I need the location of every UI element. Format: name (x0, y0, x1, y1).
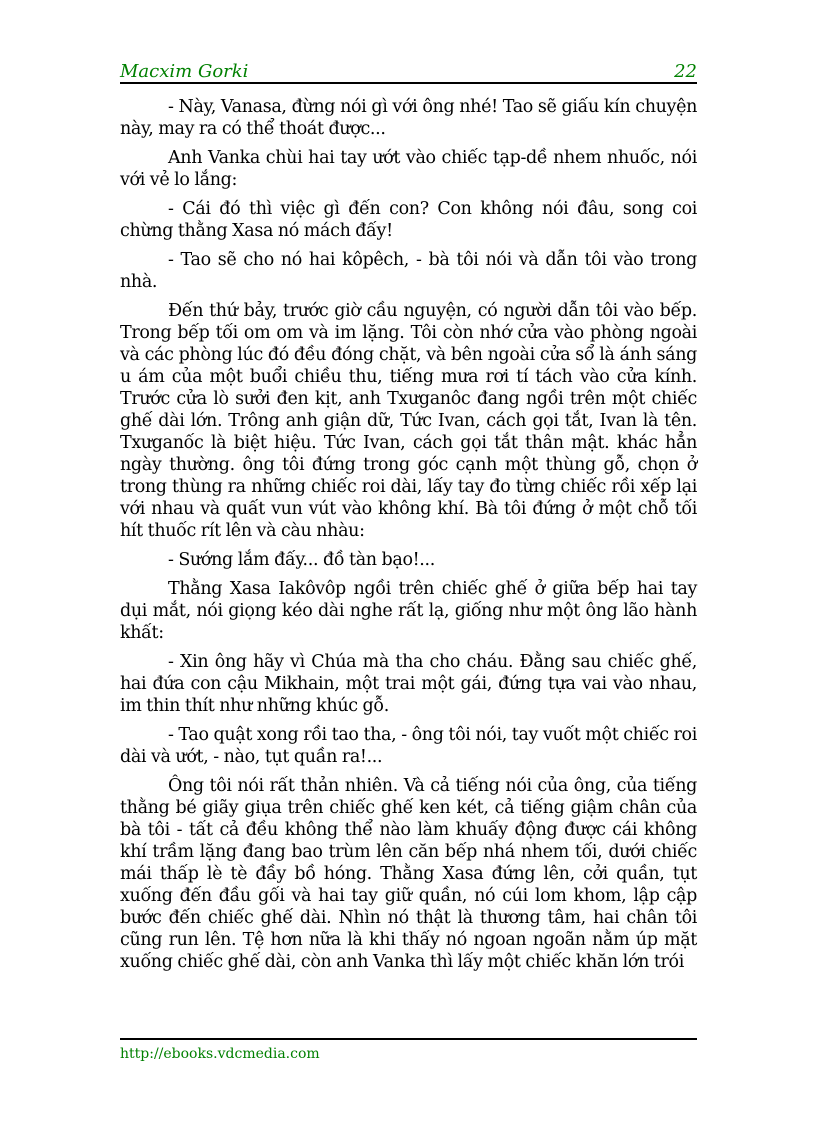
paragraph: - Tao quật xong rồi tao tha, - ông tôi nói, tay vuốt một chiếc roi dài và ướt, - nào, tụt quần ra!... (120, 725, 697, 767)
paragraph: - Sướng lắm đấy... đồ tàn bạo!... (168, 550, 435, 570)
paragraph: - Xin ông hãy vì Chúa mà tha cho cháu. Đằng sau chiếc ghế, hai đứa con cậu Mikhain, một trai một gái, đứng tựa vai vào nhau, im thin thít như những khúc gỗ. (120, 652, 697, 716)
paragraph: Thằng Xasa Iakôvôp ngồi trên chiếc ghế ở giữa bếp hai tay dụi mắt, nói giọng kéo dài nghe rất lạ, giống như một ông lão hành khất: (120, 579, 697, 643)
footer-url-link[interactable]: http://ebooks.vdcmedia.com (120, 1046, 320, 1062)
paragraph: - Này, Vanasa, đừng nói gì với ông nhé! Tao sẽ giấu kín chuyện này, may ra có thể thoát được... (120, 97, 697, 139)
page-header (120, 60, 697, 84)
paragraph: Đến thứ bảy, trước giờ cầu nguyện, có người dẫn tôi vào bếp. Trong bếp tối om om và im lặng. Tôi còn nhớ cửa vào phòng ngoài và các phòng lúc đó đều đóng chặt, và bên ngoài cửa sổ là ánh sáng u ám của một buổi chiều thu, tiếng mưa rơi tí tách vào cửa kính. Trước cửa lò sưởi đen kịt, anh Txưganôc đang ngồi trên một chiếc ghế dài lớn. Trông anh giận dữ, Tức Ivan, cách gọi tắt, Ivan là tên. Txưganốc là biệt hiệu. Tức Ivan, cách gọi tắt thân mật. khác hẳn ngày thường. ông tôi đứng trong góc cạnh một thùng gỗ, chọn ở trong thùng ra những chiếc roi dài, lấy tay đo từng chiếc rồi xếp lại với nhau và quất vun vút vào không khí. Bà tôi đứng ở một chỗ tối hít thuốc rít lên và càu nhàu: (120, 301, 697, 541)
paragraph: Anh Vanka chùi hai tay ướt vào chiếc tạp-dề nhem nhuốc, nói với vẻ lo lắng: (120, 148, 697, 190)
paragraph: - Cái đó thì việc gì đến con? Con không nói đâu, song coi chừng thằng Xasa nó mách đấy! (120, 199, 697, 241)
paragraph: - Tao sẽ cho nó hai kôpêch, - bà tôi nói và dẫn tôi vào trong nhà. (120, 250, 697, 292)
header-page-number: 22 (674, 61, 697, 82)
page-body (120, 96, 697, 980)
header-author: Macxim Gorki (120, 61, 249, 82)
paragraph: Ông tôi nói rất thản nhiên. Và cả tiếng nói của ông, của tiếng thằng bé giãy giụa trên chiếc ghế ken két, cả tiếng giậm chân của bà tôi - tất cả đều không thể nào làm khuấy động được cái không khí trầm lặng đang bao trùm lên căn bếp nhá nhem tối, dưới chiếc mái thấp lè tè đầy bồ hóng. Thằng Xasa đứng lên, cởi quần, tụt xuống đến đầu gối và hai tay giữ quần, nó cúi lom khom, lập cập bước đến chiếc ghế dài. Nhìn nó thật là thương tâm, hai chân tôi cũng run lên. Tệ hơn nữa là khi thấy nó ngoan ngoãn nằm úp mặt xuống chiếc ghế dài, còn anh Vanka thì lấy một chiếc khăn lớn trói (120, 776, 697, 972)
footer-divider (120, 1038, 697, 1040)
